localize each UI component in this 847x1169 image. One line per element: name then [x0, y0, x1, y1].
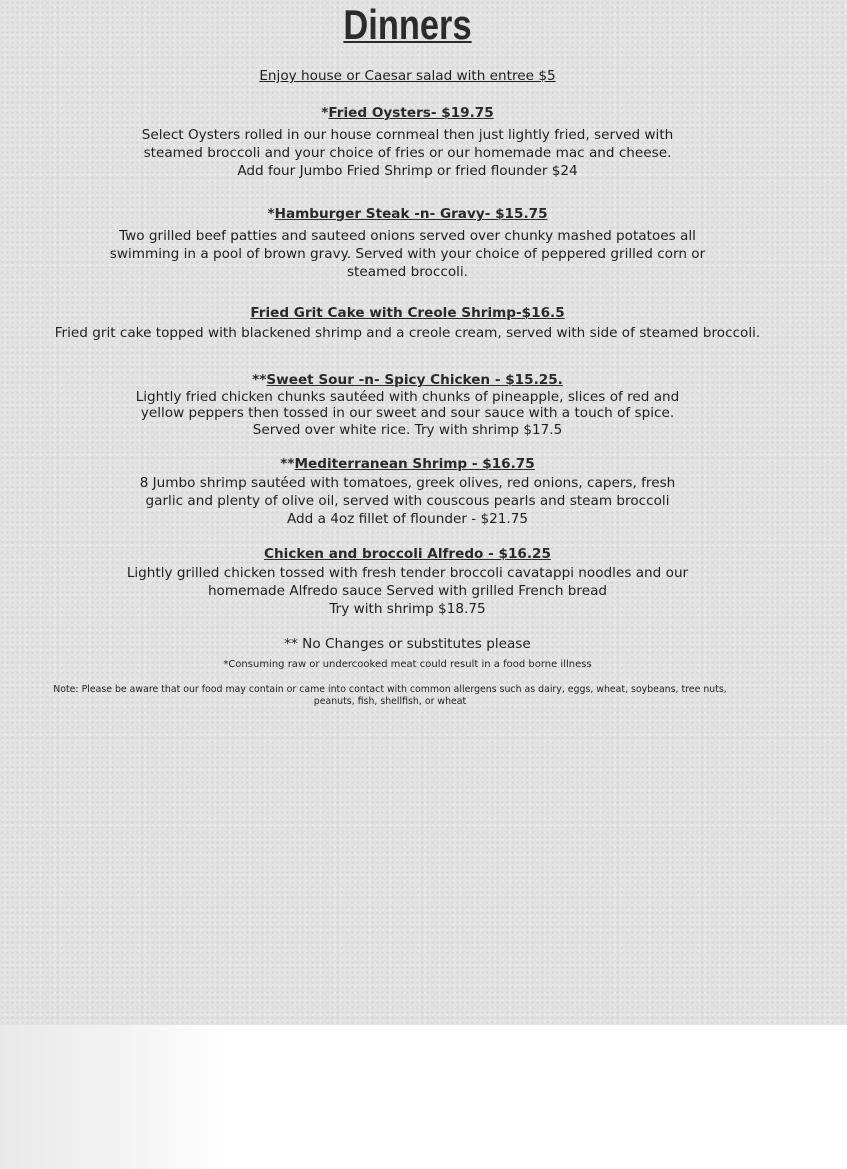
item-marker: **	[280, 456, 295, 472]
menu-item-heading	[0, 371, 815, 389]
item-name-price: Sweet Sour -n- Spicy Chicken - $15.25.	[266, 372, 563, 388]
item-marker: **	[252, 372, 267, 388]
menu-item-heading	[0, 304, 815, 322]
item-name-price: Fried Grit Cake with Creole Shrimp-$16.5	[250, 305, 565, 321]
menu-item-heading	[0, 455, 815, 473]
item-description-line: Fried grit cake topped with blackened shrimp and a creole cream, served with side of steamed broccoli.	[54, 325, 761, 341]
item-description-line: steamed broccoli.	[346, 264, 469, 280]
item-name-price: Fried Oysters- $19.75	[328, 105, 494, 121]
item-description-line: Try with shrimp $18.75	[329, 601, 486, 617]
scan-edge	[0, 1025, 230, 1169]
item-name-price: Chicken and broccoli Alfredo - $16.25	[264, 546, 551, 562]
item-description-line: garlic and plenty of olive oil, served with couscous pearls and steam broccoli	[145, 493, 670, 509]
item-description-line: Select Oysters rolled in our house cornmeal then just lightly fried, served with	[141, 127, 674, 143]
item-description-line: Lightly fried chicken chunks sautéed with chunks of pineapple, slices of red and	[135, 389, 680, 405]
page-title: Dinners	[343, 1, 472, 48]
item-name-price: Hamburger Steak -n- Gravy- $15.75	[274, 206, 548, 222]
item-description-line: swimming in a pool of brown gravy. Served with your choice of peppered grilled corn or	[109, 246, 706, 262]
salad-offer: Enjoy house or Caesar salad with entree $5	[259, 68, 556, 84]
menu-item-heading	[0, 545, 815, 563]
item-description-line: Served over white rice. Try with shrimp $17.5	[252, 422, 563, 438]
item-description-line: homemade Alfredo sauce Served with grilled French bread	[207, 583, 608, 599]
no-changes-note: ** No Changes or substitutes please	[284, 636, 531, 652]
item-description-line: Add a 4oz fillet of flounder - $21.75	[286, 511, 529, 527]
item-description-line: Lightly grilled chicken tossed with fresh tender broccoli cavatappi noodles and our	[126, 565, 689, 581]
allergen-note-line: Note: Please be aware that our food may contain or came into contact with common allergens such as dairy, eggs, wheat, soybeans, tree nuts,	[53, 684, 727, 695]
consuming-warning: *Consuming raw or undercooked meat could result in a food borne illness	[223, 659, 592, 670]
item-marker: *	[267, 206, 275, 222]
item-description-line: steamed broccoli and your choice of fries or our homemade mac and cheese.	[143, 145, 672, 161]
item-marker: *	[321, 105, 329, 121]
item-description-line: Two grilled beef patties and sauteed onions served over chunky mashed potatoes all	[119, 228, 696, 244]
allergen-note-line: peanuts, fish, shellfish, or wheat	[313, 696, 467, 707]
item-description-line: 8 Jumbo shrimp sautéed with tomatoes, greek olives, red onions, capers, fresh	[139, 475, 676, 491]
item-name-price: Mediterranean Shrimp - $16.75	[294, 456, 535, 472]
item-description-line: Add four Jumbo Fried Shrimp or fried flounder $24	[237, 163, 578, 179]
menu-item-heading	[0, 104, 815, 122]
menu-item-heading	[0, 205, 815, 223]
item-description-line: yellow peppers then tossed in our sweet and sour sauce with a touch of spice.	[140, 405, 675, 421]
